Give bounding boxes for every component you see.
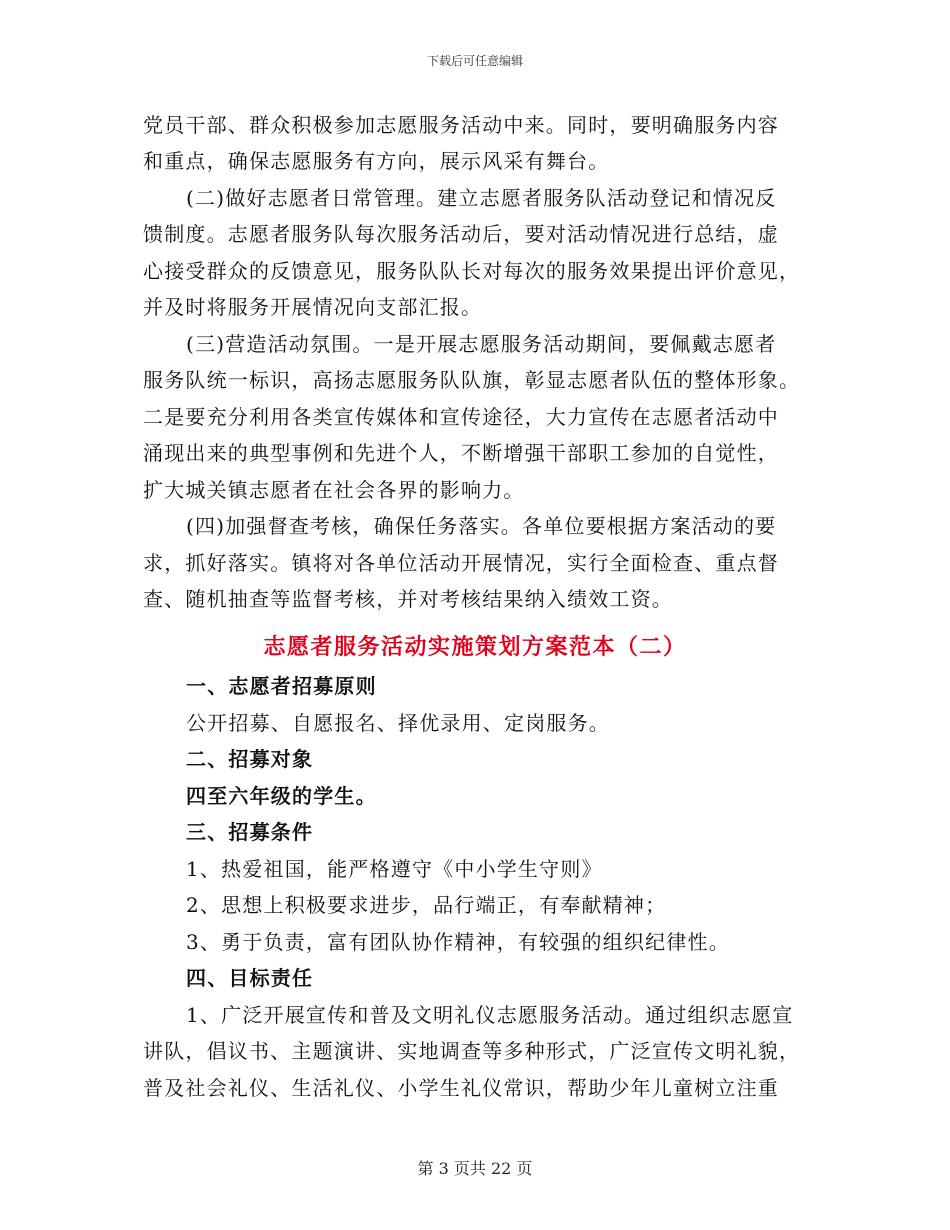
paragraph-line: 讲队，倡议书、主题演讲、实地调查等多种形式，广泛宣传文明礼貌， [143, 1039, 801, 1063]
paragraph-line: 并及时将服务开展情况向支部汇报。 [143, 295, 483, 319]
paragraph-line: 馈制度。志愿者服务队每次服务活动后，要对活动情况进行总结，虚 [143, 222, 779, 246]
paragraph-line: 查、随机抽查等监督考核，并对考核结果纳入绩效工资。 [143, 587, 673, 611]
paragraph-line: 涌现出来的典型事例和先进个人，不断增强干部职工参加的自觉性， [143, 441, 779, 465]
paragraph-line: (四)加强督查考核，确保任务落实。各单位要根据方案活动的要 [186, 514, 777, 538]
page-header-note: 下载后可任意编辑 [426, 54, 523, 68]
paragraph-line: 和重点，确保志愿服务有方向，展示风采有舞台。 [143, 149, 610, 173]
recruit-target-text: 四至六年级的学生。 [186, 784, 377, 808]
paragraph-line: 公开招募、自愿报名、择优录用、定岗服务。 [186, 711, 610, 735]
list-item: 1、热爱祖国，能严格遵守《中小学生守则》 [186, 857, 603, 881]
paragraph-line: 二是要充分利用各类宣传媒体和宣传途径，大力宣传在志愿者活动中 [143, 405, 779, 429]
list-item: 3、勇于负责，富有团队协作精神，有较强的组织纪律性。 [186, 930, 730, 954]
heading-recruit-target: 二、招募对象 [186, 747, 314, 771]
paragraph-line: (二)做好志愿者日常管理。建立志愿者服务队活动登记和情况反 [186, 186, 777, 210]
paragraph-line: 党员干部、群众积极参加志愿服务活动中来。同时，要明确服务内容 [143, 113, 779, 137]
list-item: 2、思想上积极要求进步，品行端正，有奉献精神； [186, 893, 667, 917]
paragraph-line: 扩大城关镇志愿者在社会各界的影响力。 [143, 478, 525, 502]
paragraph-line: 服务队统一标识，高扬志愿服务队队旗，彰显志愿者队伍的整体形象。 [143, 368, 801, 392]
paragraph-line: 心接受群众的反馈意见，服务队队长对每次的服务效果提出评价意见， [143, 259, 801, 283]
paragraph-line: 普及社会礼仪、生活礼仪、小学生礼仪常识，帮助少年儿童树立注重 [143, 1076, 779, 1100]
paragraph-line: 求，抓好落实。镇将对各单位活动开展情况，实行全面检查、重点督 [143, 551, 779, 575]
section-title: 志愿者服务活动实施策划方案范本（二） [263, 634, 687, 660]
paragraph-line: 1、广泛开展宣传和普及文明礼仪志愿服务活动。通过组织志愿宣 [186, 1003, 794, 1027]
paragraph-line: (三)营造活动氛围。一是开展志愿服务活动期间，要佩戴志愿者 [186, 332, 777, 356]
heading-recruit-conditions: 三、招募条件 [186, 820, 314, 844]
heading-recruit-principle: 一、志愿者招募原则 [186, 674, 377, 698]
heading-target-responsibility: 四、目标责任 [186, 966, 314, 990]
page-footer: 第 3 页共 22 页 [417, 1159, 533, 1178]
